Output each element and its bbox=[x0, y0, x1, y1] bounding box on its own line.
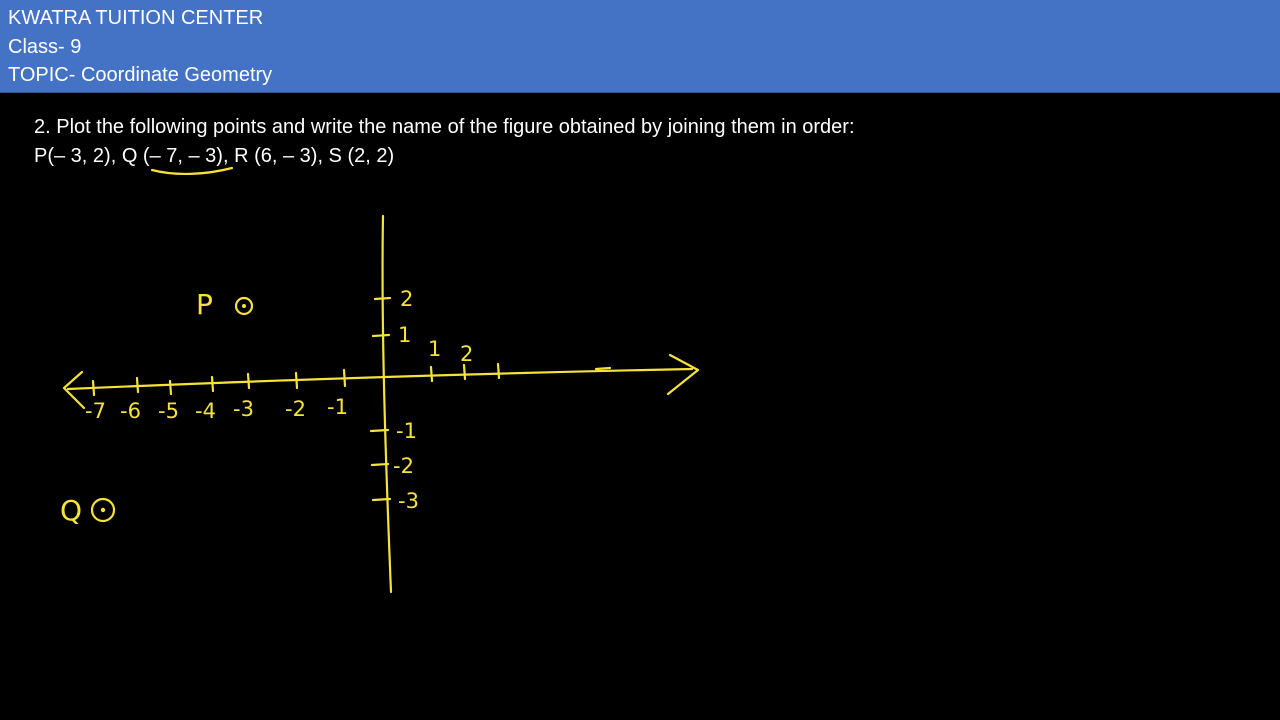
point-q-dot bbox=[101, 508, 105, 512]
x-tick-label-neg6: -6 bbox=[120, 399, 141, 423]
y-tick-label-neg2: -2 bbox=[393, 454, 414, 478]
topic-label: TOPIC- Coordinate Geometry bbox=[8, 64, 273, 86]
x-tick-label-neg4: -4 bbox=[195, 399, 216, 423]
y-tick-label-2: 2 bbox=[400, 287, 414, 311]
y-tick-label-1: 1 bbox=[398, 323, 412, 347]
underline-q-coordinates bbox=[152, 168, 232, 174]
center-name: KWATRA TUITION CENTER bbox=[8, 7, 264, 29]
x-axis-left-arrowhead bbox=[64, 372, 84, 408]
x-axis-stroke-mark bbox=[596, 368, 610, 369]
class-label: Class- 9 bbox=[8, 35, 82, 58]
x-tick-label-neg2: -2 bbox=[285, 397, 306, 421]
point-p-dot bbox=[242, 304, 246, 308]
point-q-label: Q bbox=[60, 494, 83, 527]
y-tick-label-neg1: -1 bbox=[396, 419, 417, 443]
question-line-1: 2. Plot the following points and write the name of the figure obtained by joining them in order: bbox=[34, 116, 855, 138]
x-tick-label-1: 1 bbox=[428, 337, 442, 361]
question-line-2: P(– 3, 2), Q (– 7, – 3), R (6, – 3), S (2, 2) bbox=[34, 145, 395, 167]
x-tick-marks bbox=[93, 364, 499, 395]
x-tick-label-2: 2 bbox=[460, 342, 474, 366]
x-tick-label-neg3: -3 bbox=[233, 397, 254, 421]
y-tick-label-neg3: -3 bbox=[398, 489, 419, 513]
point-p-label: P bbox=[196, 288, 213, 321]
x-axis bbox=[68, 369, 692, 389]
x-axis-right-arrowhead bbox=[668, 355, 698, 394]
x-tick-label-neg5: -5 bbox=[158, 399, 179, 423]
y-axis bbox=[383, 216, 391, 592]
x-tick-label-neg1: -1 bbox=[327, 395, 348, 419]
x-tick-label-neg7: -7 bbox=[85, 399, 106, 423]
